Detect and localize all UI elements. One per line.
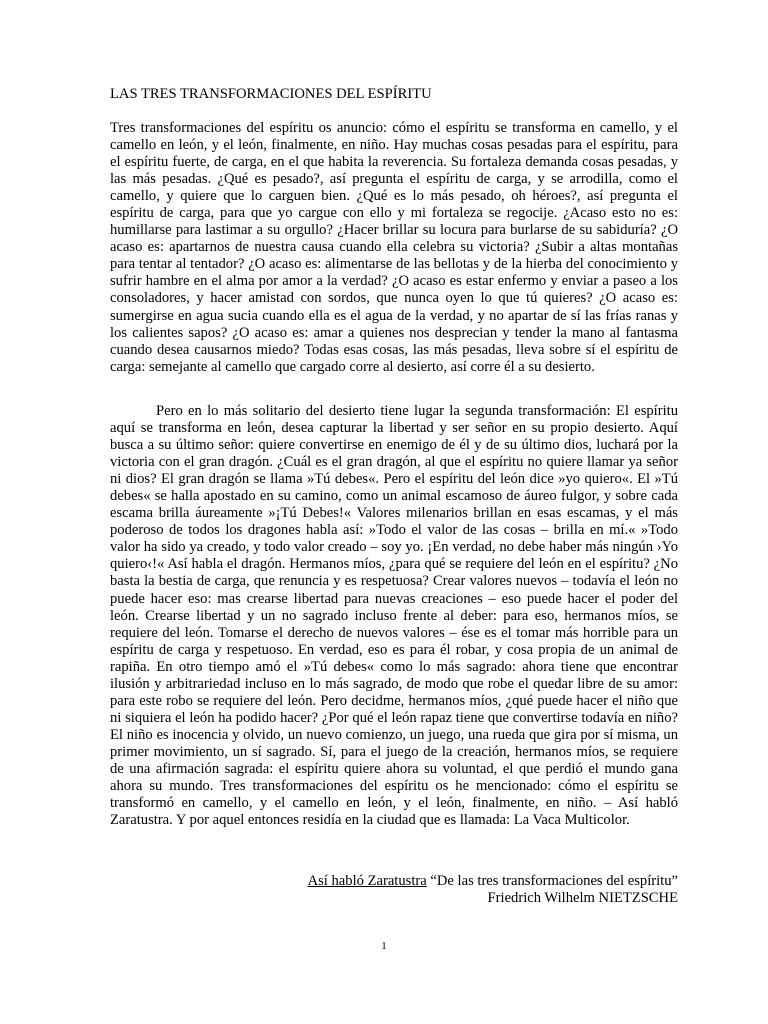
attribution-source-line	[308, 873, 678, 890]
author-name: Friedrich Wilhelm NIETZSCHE	[487, 890, 678, 906]
section-title: “De las tres transformaciones del espíritu”	[430, 873, 678, 889]
paragraph-1: Tres transformaciones del espíritu os anuncio: cómo el espíritu se transforma en camello, y el camello en león, y el león, finalmente, en niño. Hay muchas cosas pesadas para el espíritu, para el espíritu fuerte, de carga, en el que habita la reverencia. Su fortaleza demanda cosas pesadas, y las más pesadas. ¿Qué es pesado?, así pregunta el espíritu de carga, y se arrodilla, como el camello, y quiere que lo carguen bien. ¿Qué es lo más pesado, oh héroes?, así pregunta el espíritu de carga, para que yo cargue con ello y mi fortaleza se regocije. ¿Acaso esto no es: humillarse para lastimar a su orgullo? ¿Hacer brillar su locura para burlarse de su sabiduría? ¿O acaso es: apartarnos de nuestra causa cuando ella celebra su victoria? ¿Subir a altas montañas para tentar al tentador? ¿O acaso es: alimentarse de las bellotas y de la hierba del conocimiento y sufrir hambre en el alma por amor a la verdad? ¿O acaso es estar enfermo y enviar a paseo a los consoladores, y hacer amistad con sordos, que nunca oyen lo que tú quieres? ¿O acaso es: sumergirse en agua sucia cuando ella es el agua de la verdad, y no apartar de sí las frías ranas y los calientes sapos? ¿O acaso es: amar a quienes nos desprecian y tender la mano al fantasma cuando desea causarnos miedo? Todas esas cosas, las más pesadas, lleva sobre sí el espíritu de carga: semejante al camello que cargado corre al desierto, así corre él a su desierto.	[110, 120, 678, 375]
page-number: 1	[381, 940, 387, 952]
document-title: LAS TRES TRANSFORMACIONES DEL ESPÍRITU	[110, 86, 432, 102]
paragraph-2: Pero en lo más solitario del desierto tiene lugar la segunda transformación: El espíritu aquí se transforma en león, desea capturar la libertad y ser señor en su propio desierto. Aquí busca a su último señor: quiere convertirse en enemigo de él y de su último dios, luchará por la victoria con el gran dragón. ¿Cuál es el gran dragón, al que el espíritu no quiere llamar ya señor ni dios? El gran dragón se llama »Tú debes«. Pero el espíritu del león dice »yo quiero«. El »Tú debes« se halla apostado en su camino, como un animal escamoso de áureo fulgor, y sobre cada escama brilla áureamente »¡Tú Debes!« Valores milenarios brillan en esas escamas, y el más poderoso de todos los dragones habla así: »Todo el valor de las cosas – brilla en mí.« »Todo valor ha sido ya creado, y todo valor creado – soy yo. ¡En verdad, no debe haber más ningún ›Yo quiero‹!« Así habla el dragón. Hermanos míos, ¿para qué se requiere del león en el espíritu? ¿No basta la bestia de carga, que renuncia y es respetuosa? Crear valores nuevos – todavía el león no puede hacer eso: mas crearse libertad para nuevas creaciones – eso puede hacer el poder del león. Crearse libertad y un no sagrado incluso frente al deber: para eso, hermanos míos, se requiere del león. Tomarse el derecho de nuevos valores – ése es el tomar más horrible para un espíritu de carga y respetuoso. En verdad, eso es para él robar, y cosa propia de un animal de rapiña. En otro tiempo amó el »Tú debes« como lo más sagrado: ahora tiene que encontrar ilusión y arbitrariedad incluso en lo más sagrado, de modo que robe el quedar libre de su amor: para este robo se requiere del león. Pero decidme, hermanos míos, ¿qué puede hacer el niño que ni siquiera el león ha podido hacer? ¿Por qué el león rapaz tiene que convertirse todavía en niño? El niño es inocencia y olvido, un nuevo comienzo, un juego, una rueda que gira por sí misma, un primer movimiento, un sí sagrado. Sí, para el juego de la creación, hermanos míos, se requiere de una afirmación sagrada: el espíritu quiere ahora su voluntad, el que perdió el mundo gana ahora su mundo. Tres transformaciones del espíritu os he mencionado: cómo el espíritu se transformó en camello, y el camello en león, y el león, finalmente, en niño. – Así habló Zaratustra. Y por aquel entonces residía en la ciudad que es llamada: La Vaca Multicolor.	[110, 403, 678, 829]
work-title: Así habló Zaratustra	[307, 873, 427, 889]
attribution	[308, 873, 678, 907]
